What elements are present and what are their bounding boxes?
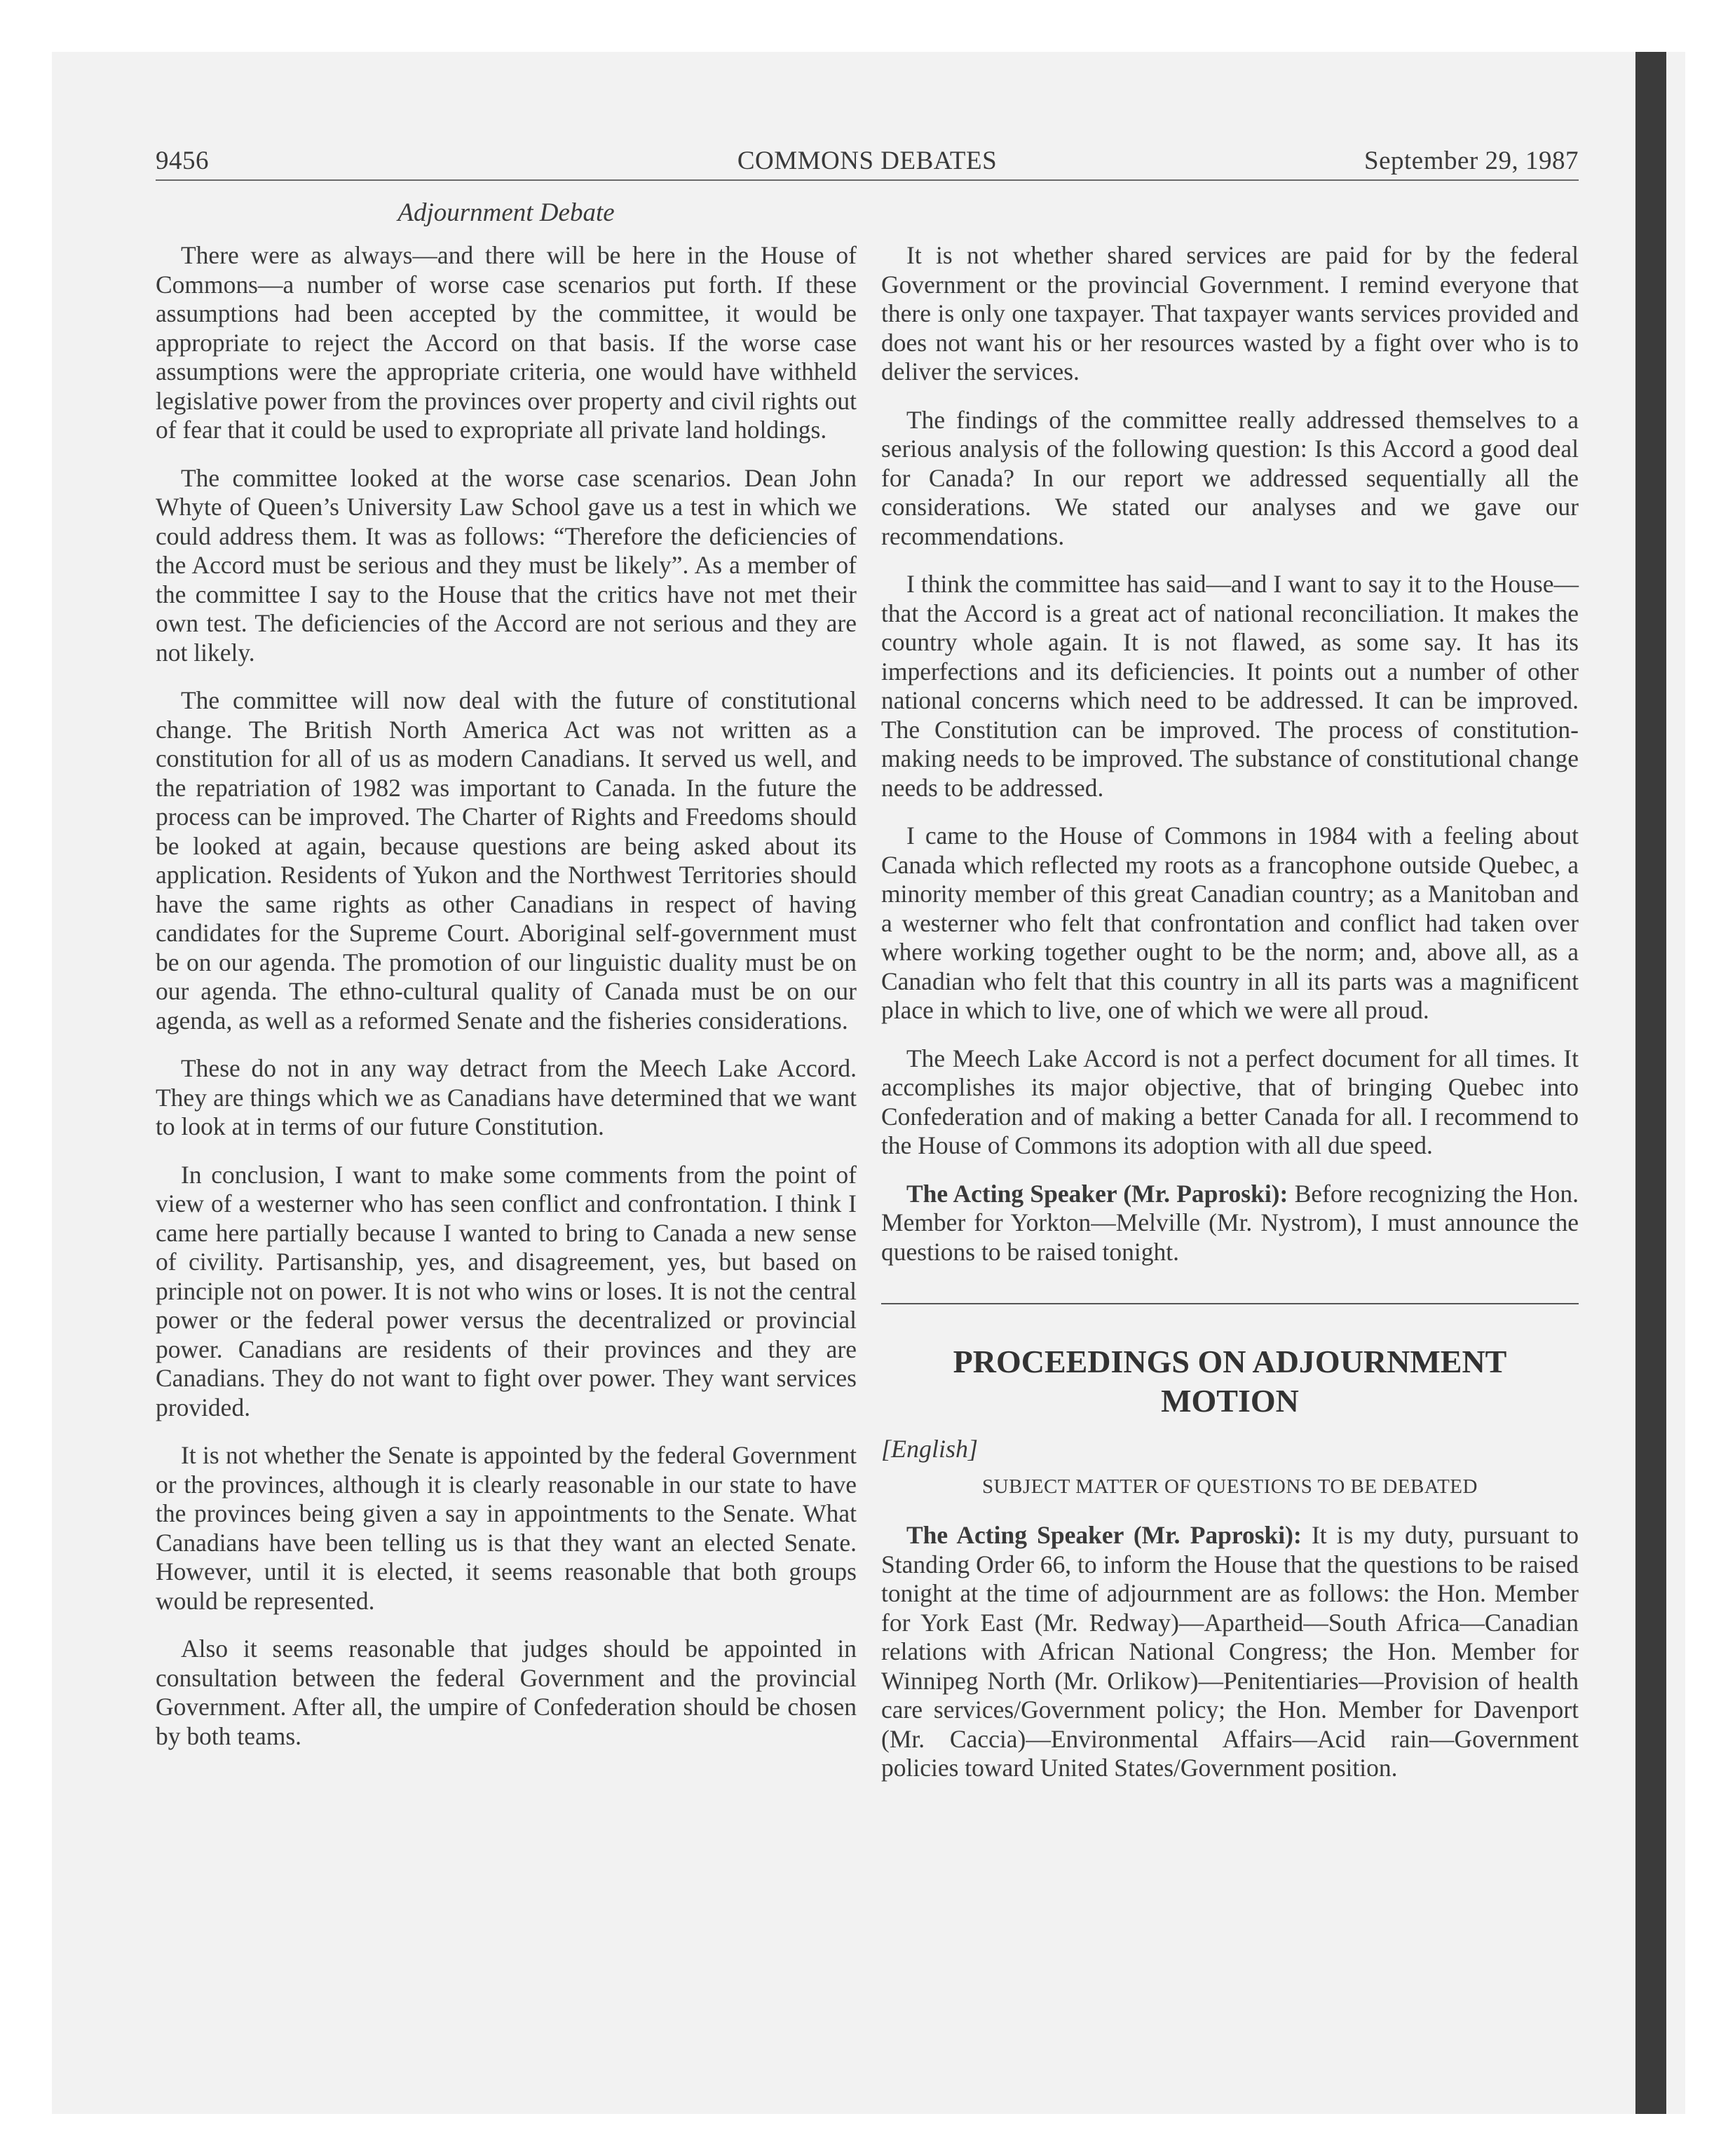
speaker-statement (881, 1521, 1579, 1783)
page-number: 9456 (156, 146, 209, 175)
paragraph: These do not in any way detract from the Meech Lake Accord. They are things which we as Canadians have determined that we want to look at in terms of our future Constitution. (156, 1054, 857, 1140)
paragraph: It is not whether shared services are paid for by the federal Government or the provincial Government. I remind everyone that there is only one taxpayer. That taxpayer wants services provided and does not want his or her resources wasted by a fight over who is to deliver the services. (881, 241, 1579, 386)
right-column (881, 241, 1579, 1802)
paragraph: The Meech Lake Accord is not a perfect document for all times. It accomplishes its major objective, that of bringing Quebec into Confederation and of making a better Canada for all. I recommend to the House of Commons its adoption with all due speed. (881, 1044, 1579, 1159)
paragraph: Also it seems reasonable that judges should be appointed in consultation between the federal Government and the provincial Government. After all, the umpire of Confederation should be chosen by both teams. (156, 1635, 857, 1750)
page-header (156, 146, 1579, 178)
speaker-text: Before recognizing the Hon. Member for Yorkton—Melville (Mr. Nystrom), I must announce the questions to be raised tonight. (881, 1179, 1579, 1266)
speaker-name: The Acting Speaker (Mr. Paproski): (906, 1521, 1302, 1549)
subject-heading: SUBJECT MATTER OF QUESTIONS TO BE DEBATED (982, 1475, 1478, 1498)
speaker-statement (881, 1180, 1579, 1267)
paragraph: There were as always—and there will be here in the House of Commons—a number of worse case scenarios put forth. If these assumptions had been accepted by the committee, it would be appropriate to reject the Accord on that basis. If the worse case assumptions were the appropriate criteria, one would have withheld legislative power from the provinces over property and civil rights out of fear that it could be used to expropriate all private land holdings. (156, 241, 857, 444)
speaker-text: It is my duty, pursuant to Standing Order 66, to inform the House that the questions to be raised tonight at the time of adjournment are as follows: the Hon. Member for York East (Mr. Redway)—Apartheid—South Africa—Canadian relations with African National Congress; the Hon. Member for Winnipeg North (Mr. Orlikow)—Penitentiaries—Provision of health care services/Government policy; the Hon. Member for Davenport (Mr. Caccia)—Environmental Affairs—Acid rain—Government policies toward United States/Government position. (881, 1521, 1579, 1782)
section-label: Adjournment Debate (397, 198, 615, 227)
speaker-name: The Acting Speaker (Mr. Paproski): (906, 1179, 1288, 1208)
paragraph: The committee looked at the worse case scenarios. Dean John Whyte of Queen’s University Law School gave us a test in which we could address them. It was as follows: “Therefore the deficiencies of the Accord must be serious and they must be likely”. As a member of the committee I say to the House that the critics have not met their own test. The deficiencies of the Accord are not serious and they are not likely. (156, 463, 857, 667)
paragraph: I think the committee has said—and I want to say it to the House—that the Accord is a great act of national reconciliation. It makes the country whole again. It is not flawed, as some say. It has its imperfections and its deficiencies. It points out a number of other national concerns which need to be addressed. It can be improved. The Constitution can be improved. The process of constitution-making needs to be improved. The substance of constitutional change needs to be addressed. (881, 570, 1579, 802)
section-divider (881, 1303, 1579, 1304)
paragraph: I came to the House of Commons in 1984 with a feeling about Canada which reflected my roots as a francophone outside Quebec, a minority member of this great Canadian country; as a Manitoban and a westerner who felt that confrontation and conflict had taken over where working together ought to be the norm; and, above all, as a Canadian who felt that this country in all its parts was a magnificent place in which to live, one of which we were all proud. (881, 821, 1579, 1024)
publication-title: COMMONS DEBATES (737, 146, 998, 175)
paragraph: The committee will now deal with the future of constitutional change. The British North America Act was not written as a constitution for all of us as modern Canadians. It served us well, and the repatriation of 1982 was important to Canada. In the future the process can be improved. The Charter of Rights and Freedoms should be looked at again, because questions are being asked about its application. Residents of Yukon and the Northwest Territories should have the same rights as other Canadians in respect of having candidates for the Supreme Court. Aboriginal self-government must be on our agenda. The promotion of our linguistic duality must be on our agenda. The ethno-cultural quality of Canada must be on our agenda, as well as a reformed Senate and the fisheries considerations. (156, 686, 857, 1035)
header-divider (156, 179, 1579, 181)
paragraph: The findings of the committee really addressed themselves to a serious analysis of the following question: Is this Accord a good deal for Canada? In our report we addressed sequentially all the considerations. We stated our analyses and we gave our recommendations. (881, 405, 1579, 550)
scan-edge-shadow (1635, 52, 1666, 2114)
publication-date: September 29, 1987 (1364, 146, 1579, 175)
language-marker: [English] (881, 1435, 979, 1463)
paragraph: It is not whether the Senate is appointed by the federal Government or the provinces, although it is clearly reasonable in our state to have the provinces being given a say in appointments to the Senate. What Canadians have been telling us is that they want an elected Senate. However, until it is elected, it seems reasonable that both groups would be represented. (156, 1441, 857, 1615)
proceedings-heading: PROCEEDINGS ON ADJOURNMENT MOTION (953, 1344, 1507, 1419)
left-column (156, 241, 857, 1770)
paragraph: In conclusion, I want to make some comments from the point of view of a westerner who has seen conflict and confrontation. I think I came here partially because I wanted to bring to Canada a new sense of civility. Partisanship, yes, and disagreement, yes, but based on principle not on power. It is not who wins or loses. It is not the central power or the federal power versus the decentralized or provincial power. Canadians are residents of their provinces and they are Canadians. They do not want to fight over power. They want services provided. (156, 1160, 857, 1421)
